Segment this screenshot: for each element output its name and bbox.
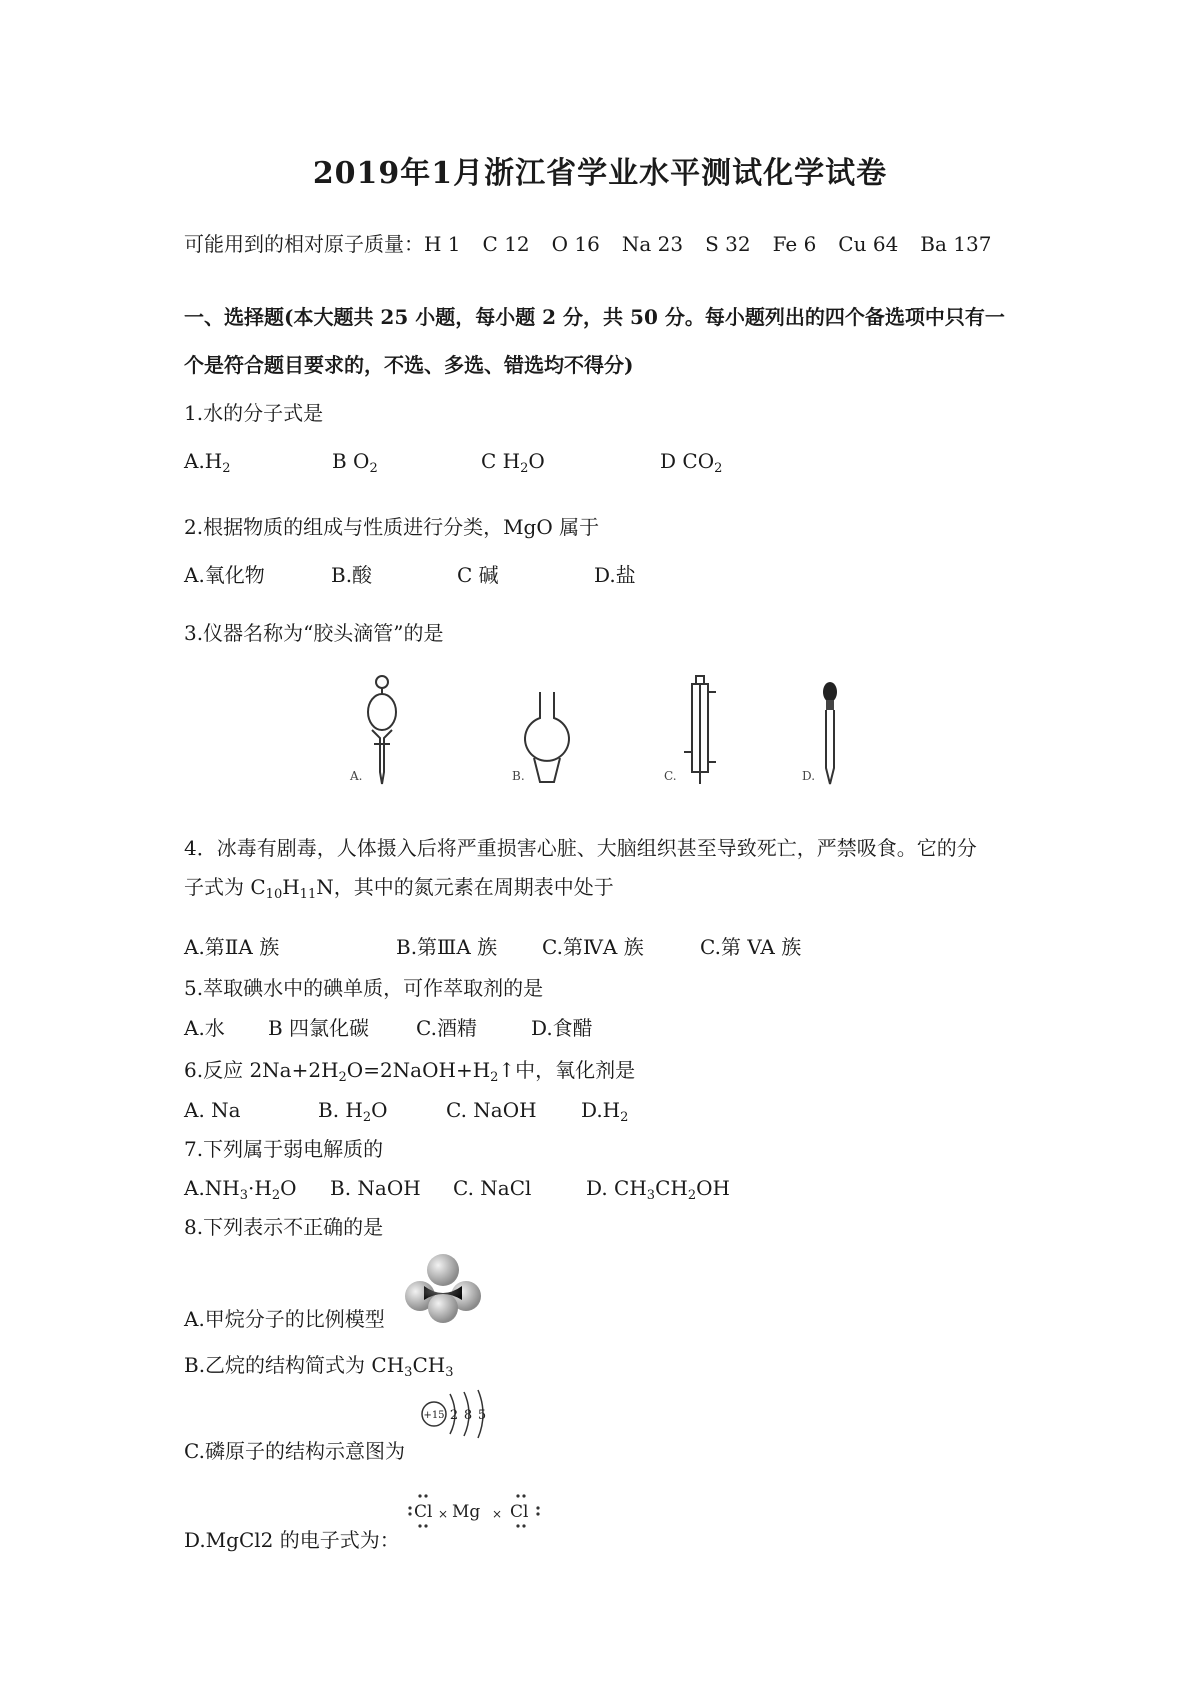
q7-option-b: B. NaOH: [330, 1176, 421, 1200]
q2-option-d: D.盐: [594, 563, 636, 587]
q4-option-b: B.第ⅢA 族: [396, 935, 498, 959]
electron-cross-left: ×: [438, 1507, 449, 1521]
page-title: 2019年1月浙江省学业水平测试化学试卷: [312, 156, 888, 191]
q6-option-b: B. $H_2O$: [318, 1098, 388, 1125]
q8-option-d: D.MgCl2 的电子式为：: [184, 1528, 400, 1552]
section-heading-line2: 个是符合题目要求的，不选、多选、错选均不得分): [184, 353, 634, 377]
electron-cross-right: ×: [492, 1507, 503, 1521]
phosphorus-atom-diagram: [418, 1384, 500, 1450]
q4-option-c: C.第ⅣA 族: [542, 935, 644, 959]
q4-option-d: C.第 VA 族: [700, 935, 802, 959]
q4-stem-line1: 4．冰毒有剧毒，人体摄入后将严重损害心脏、大脑组织甚至导致死亡，严禁吸食。它的分: [184, 836, 977, 860]
condenser-icon: [684, 676, 716, 784]
q4-option-a: A.第ⅡA 族: [184, 935, 280, 959]
q6-stem: 6.反应 $2Na+2H_2O=2NaOH+H_2↑$中，氧化剂是: [184, 1058, 636, 1085]
q5-stem: 5.萃取碘水中的碘单质，可作萃取剂的是: [184, 976, 544, 1000]
q1-stem: 1.水的分子式是: [184, 401, 324, 425]
q8-stem: 8.下列表示不正确的是: [184, 1215, 384, 1239]
mass-c: C 12: [482, 232, 530, 256]
mass-h: H 1: [424, 232, 461, 256]
flask-icon: [525, 692, 569, 782]
separatory-funnel-icon: [368, 676, 396, 784]
magnesium: Mg: [452, 1502, 481, 1522]
q2-option-a: A.氧化物: [184, 563, 265, 587]
q3-stem: 3.仪器名称为“胶头滴管”的是: [184, 621, 444, 645]
mass-na: Na 23: [621, 232, 684, 256]
shell-1-count: 2: [449, 1408, 459, 1423]
q2-option-c: C 碱: [457, 563, 499, 587]
dropper-icon: [823, 682, 837, 784]
q6-option-a: A. Na: [184, 1098, 241, 1122]
q3-fig-label-c: C.: [664, 769, 677, 783]
mass-ba: Ba 137: [920, 232, 992, 256]
q7-stem: 7.下列属于弱电解质的: [184, 1137, 384, 1161]
q3-fig-label-b: B.: [512, 769, 525, 783]
q1-option-b: B $O_2$: [332, 449, 378, 476]
q8-option-c: C.磷原子的结构示意图为: [184, 1439, 405, 1463]
q5-option-b: B 四氯化碳: [268, 1016, 370, 1040]
mass-cu: Cu 64: [838, 232, 899, 256]
q6-option-d: $D.H_2$: [581, 1098, 629, 1125]
q5-option-c: C.酒精: [416, 1016, 477, 1040]
q7-option-a: $A.NH_3\cdot H_2O$: [184, 1176, 297, 1203]
q2-stem: 2.根据物质的组成与性质进行分类，MgO 属于: [184, 515, 600, 539]
mass-s: S 32: [705, 232, 751, 256]
q4-stem-line2: 子式为 $C_{10}H_{11}N$，其中的氮元素在周期表中处于: [184, 875, 614, 902]
section-heading-line1: 一、选择题(本大题共 25 小题，每小题 2 分，共 50 分。每小题列出的四个备选项中只有一: [184, 305, 1005, 329]
q3-fig-label-a: A.: [350, 769, 363, 783]
methane-space-filling-model: [404, 1252, 482, 1326]
chlorine-left: Cl: [414, 1502, 433, 1522]
q2-option-b: B.酸: [331, 563, 373, 587]
q5-option-d: D.食醋: [531, 1016, 593, 1040]
mass-o: O 16: [551, 232, 600, 256]
q3-apparatus-figure: [340, 672, 870, 792]
q3-fig-label-d: D.: [802, 769, 816, 783]
q7-option-c: C. NaCl: [453, 1176, 532, 1200]
atomic-masses-label: 可能用到的相对原子质量：: [184, 232, 424, 256]
shell-3-count: 5: [477, 1408, 487, 1423]
q6-option-c: C. NaOH: [446, 1098, 537, 1122]
phosphorus-nucleus-charge: +15: [423, 1410, 445, 1421]
q5-option-a: A.水: [184, 1016, 225, 1040]
q8-option-a: A.甲烷分子的比例模型: [184, 1307, 385, 1331]
atomic-masses-line: [184, 230, 1013, 258]
q7-option-d: D. $CH_3CH_2OH$: [586, 1176, 730, 1203]
shell-2-count: 8: [463, 1408, 473, 1423]
chlorine-right: Cl: [510, 1502, 529, 1522]
q1-option-a: $A.H_2$: [184, 449, 231, 476]
q1-option-c: C $H_2O$: [481, 449, 545, 476]
mgcl2-electron-dot-formula: [406, 1490, 546, 1532]
mass-fe: Fe 6: [772, 232, 817, 256]
q1-option-d: D $CO_2$: [660, 449, 723, 476]
q8-option-b: B.乙烷的结构简式为 $CH_3CH_3$: [184, 1353, 454, 1380]
